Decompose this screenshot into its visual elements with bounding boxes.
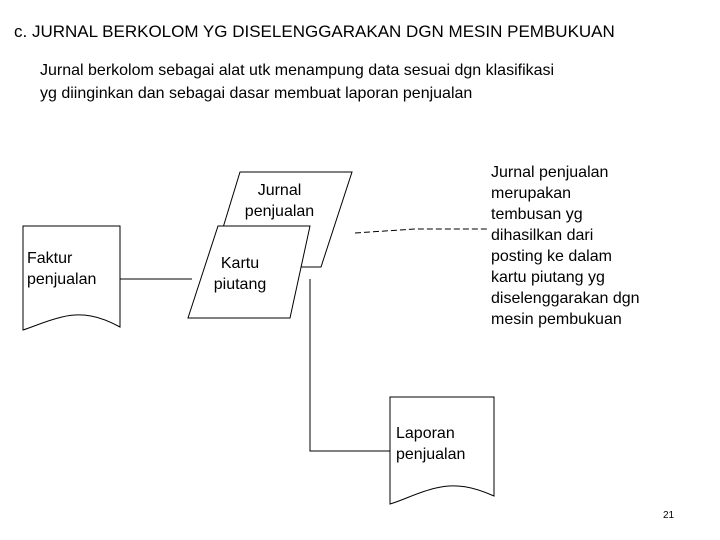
- jurnal-label-line-1: Jurnal: [257, 182, 302, 199]
- note-line: diselenggarakan dgn: [491, 290, 640, 307]
- laporan-label-line-2: penjualan: [396, 446, 466, 463]
- kartu-label-line-1: Kartu: [220, 255, 260, 272]
- annotation-dashed-line: [355, 229, 487, 233]
- note-line: posting ke dalam: [491, 248, 612, 265]
- slide-title: c. JURNAL BERKOLOM YG DISELENGGARAKAN DGN MESIN PEMBUKUAN: [14, 22, 615, 41]
- note-line: kartu piutang yg: [491, 269, 605, 286]
- note-line: tembusan yg: [491, 206, 583, 223]
- faktur-penjualan-label: [27, 248, 96, 290]
- intro-line-2: yg diinginkan dan sebagai dasar membuat laporan penjualan: [40, 85, 473, 102]
- note-line: mesin pembukuan: [491, 311, 622, 328]
- jurnal-penjualan-label: [222, 180, 337, 222]
- intro-line-1: Jurnal berkolom sebagai alat utk menampung data sesuai dgn klasifikasi: [40, 62, 555, 79]
- kartu-label-line-2: piutang: [213, 276, 267, 293]
- note-line: dihasilkan dari: [491, 227, 594, 244]
- laporan-penjualan-label: [396, 423, 465, 465]
- jurnal-label-line-2: penjualan: [244, 203, 315, 220]
- faktur-label-line-2: penjualan: [27, 271, 97, 288]
- note-line: merupakan: [491, 185, 572, 202]
- faktur-label-line-1: Faktur: [27, 250, 73, 267]
- kartu-piutang-label: [202, 253, 278, 295]
- page-number: 21: [663, 510, 675, 521]
- note-line: Jurnal penjualan: [491, 164, 609, 181]
- annotation-note: [491, 162, 640, 330]
- connector-kartu-laporan: [310, 279, 390, 451]
- laporan-label-line-1: Laporan: [396, 425, 455, 442]
